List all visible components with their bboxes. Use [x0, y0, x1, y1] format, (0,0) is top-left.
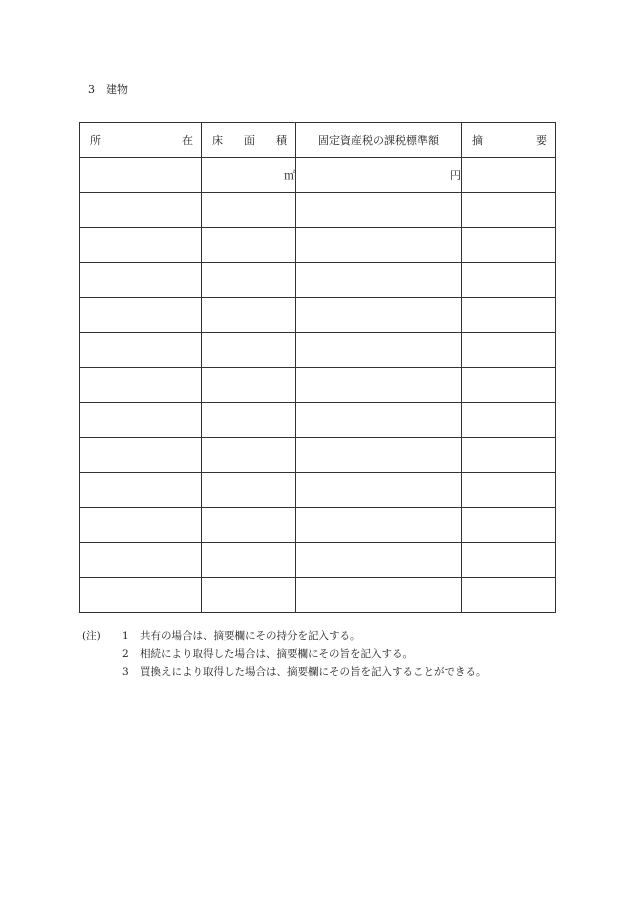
cell-location[interactable] [80, 298, 202, 333]
table-row [80, 368, 556, 403]
cell-location[interactable] [80, 228, 202, 263]
cell-location[interactable] [80, 333, 202, 368]
table-row [80, 578, 556, 613]
header-char: 床 [212, 134, 223, 147]
cell-tax-base[interactable] [296, 228, 462, 263]
cell-floor-area[interactable] [202, 543, 296, 578]
cell-floor-area[interactable] [202, 263, 296, 298]
cell-floor-area[interactable] [202, 193, 296, 228]
header-char: 摘 [472, 134, 483, 147]
note-number: 3 [122, 666, 129, 678]
table-row [80, 403, 556, 438]
cell-tax-base[interactable] [296, 508, 462, 543]
cell-remarks[interactable] [462, 368, 556, 403]
cell-location[interactable] [80, 508, 202, 543]
cell-remarks[interactable] [462, 578, 556, 613]
cell-remarks[interactable] [462, 473, 556, 508]
section-title: 3 建物 [88, 83, 128, 96]
table-row [80, 193, 556, 228]
note-item [82, 645, 487, 663]
table-row [80, 263, 556, 298]
cell-location[interactable] [80, 403, 202, 438]
table-header-row [80, 123, 556, 158]
cell-tax-base[interactable] [296, 473, 462, 508]
table-row [80, 228, 556, 263]
cell-floor-area[interactable] [202, 228, 296, 263]
note-text: 相続により取得した場合は、摘要欄にその旨を記入する。 [140, 648, 413, 660]
header-char: 在 [182, 134, 193, 147]
header-char: 面 [244, 134, 255, 147]
cell-location[interactable] [80, 578, 202, 613]
cell-remarks[interactable] [462, 298, 556, 333]
cell-floor-area[interactable] [202, 298, 296, 333]
table-row [80, 333, 556, 368]
header-floor-area [202, 123, 296, 158]
cell-floor-area[interactable] [202, 368, 296, 403]
cell-floor-area[interactable] [202, 438, 296, 473]
cell-location[interactable] [80, 193, 202, 228]
cell-remarks[interactable] [462, 403, 556, 438]
note-prefix: (注) [82, 630, 101, 642]
cell-location[interactable] [80, 473, 202, 508]
cell-remarks[interactable] [462, 193, 556, 228]
cell-floor-area[interactable] [202, 473, 296, 508]
table-row [80, 508, 556, 543]
cell-remarks[interactable] [462, 333, 556, 368]
table-row [80, 438, 556, 473]
cell-remarks[interactable] [462, 158, 556, 193]
cell-tax-base[interactable] [296, 333, 462, 368]
note-number: 1 [122, 630, 129, 642]
cell-tax-base[interactable] [296, 368, 462, 403]
note-text: 共有の場合は、摘要欄にその持分を記入する。 [140, 630, 361, 642]
cell-floor-area[interactable] [202, 578, 296, 613]
cell-tax-base[interactable] [296, 403, 462, 438]
cell-remarks[interactable] [462, 438, 556, 473]
cell-tax-base[interactable] [296, 193, 462, 228]
cell-floor-area[interactable] [202, 508, 296, 543]
note-item [82, 627, 487, 645]
cell-floor-area[interactable] [202, 403, 296, 438]
cell-location[interactable] [80, 438, 202, 473]
cell-tax-base[interactable] [296, 578, 462, 613]
notes [82, 627, 487, 681]
cell-floor-area[interactable] [202, 333, 296, 368]
cell-location[interactable] [80, 158, 202, 193]
table-row [80, 543, 556, 578]
table-row [80, 298, 556, 333]
header-char: 積 [276, 134, 287, 147]
cell-remarks[interactable] [462, 508, 556, 543]
cell-tax-base[interactable] [296, 263, 462, 298]
cell-location[interactable] [80, 368, 202, 403]
header-char: 所 [90, 134, 101, 147]
cell-location[interactable] [80, 263, 202, 298]
header-tax-base [296, 123, 462, 158]
cell-floor-area[interactable]: ㎡ [202, 158, 296, 193]
cell-tax-base[interactable]: 円 [296, 158, 462, 193]
header-char: 固定資産税の課税標準額 [318, 134, 439, 147]
header-remarks [462, 123, 556, 158]
building-table [79, 122, 556, 613]
cell-location[interactable] [80, 543, 202, 578]
note-item [82, 663, 487, 681]
header-location [80, 123, 202, 158]
cell-remarks[interactable] [462, 263, 556, 298]
table-row [80, 158, 556, 193]
header-char: 要 [536, 134, 547, 147]
cell-tax-base[interactable] [296, 298, 462, 333]
cell-remarks[interactable] [462, 228, 556, 263]
table-row [80, 473, 556, 508]
cell-tax-base[interactable] [296, 543, 462, 578]
cell-tax-base[interactable] [296, 438, 462, 473]
note-text: 買換えにより取得した場合は、摘要欄にその旨を記入することができる。 [140, 666, 487, 678]
cell-remarks[interactable] [462, 543, 556, 578]
note-number: 2 [122, 648, 129, 660]
